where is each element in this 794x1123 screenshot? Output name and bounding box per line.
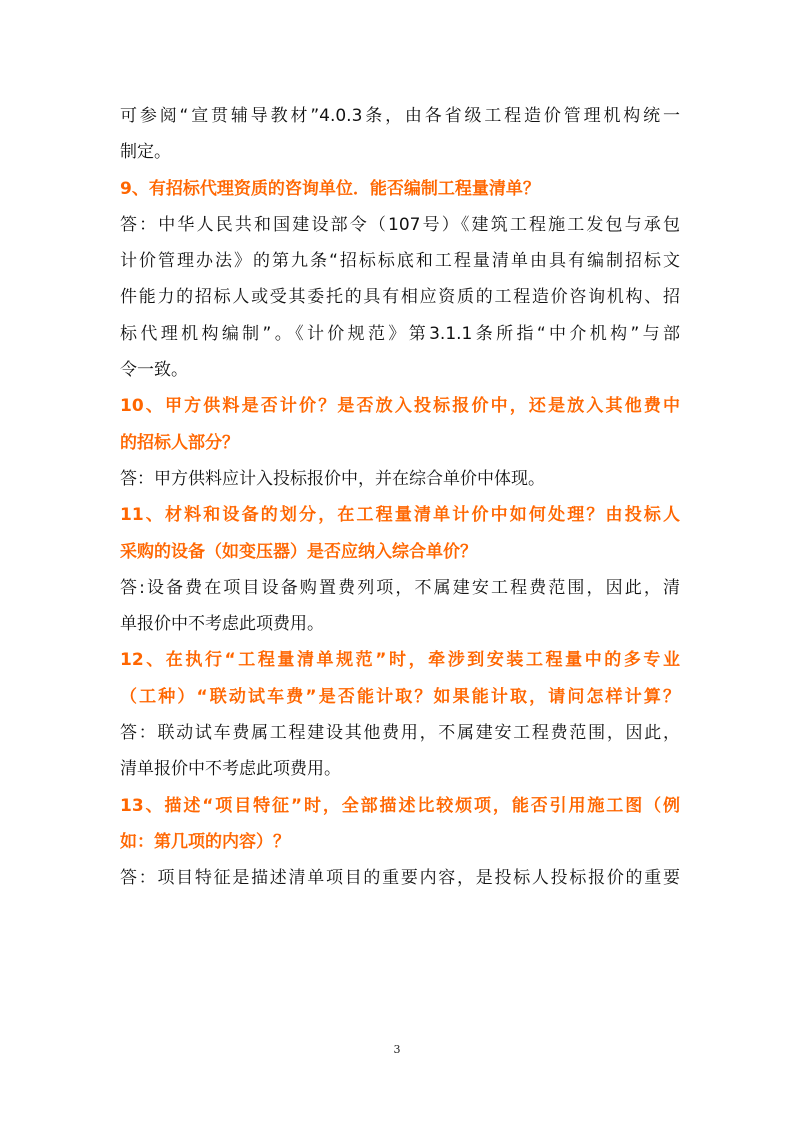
answer-line: 清单报价中不考虑此项费用。 bbox=[120, 759, 341, 780]
answer-line: 件能力的招标人或受其委托的具有相应资质的工程造价咨询机构、招 bbox=[120, 287, 680, 308]
page-body bbox=[120, 98, 680, 897]
answer-line: 答：中华人民共和国建设部令（107号）《建筑工程施工发包与承包 bbox=[120, 214, 680, 235]
question-line: 10、甲方供料是否计价？是否放入投标报价中，还是放入其他费中 bbox=[120, 396, 680, 417]
question-line: 13、描述“项目特征”时，全部描述比较烦项，能否引用施工图（例 bbox=[120, 795, 680, 816]
question-line: 采购的设备（如变压器）是否应纳入综合单价？ bbox=[120, 541, 477, 562]
page-number: 3 bbox=[393, 1043, 401, 1056]
question-line: 9、有招标代理资质的咨询单位．能否编制工程量清单？ bbox=[120, 178, 540, 199]
question-line: 12、在执行“工程量清单规范”时，牵涉到安装工程量中的多专业 bbox=[120, 650, 680, 671]
question-line: 的招标人部分？ bbox=[120, 432, 239, 453]
answer-line: 单报价中不考虑此项费用。 bbox=[120, 614, 324, 635]
answer-line: 计价管理办法》的第九条“招标标底和工程量清单由具有编制招标文 bbox=[120, 251, 680, 272]
answer-line: 答：项目特征是描述清单项目的重要内容，是投标人投标报价的重要 bbox=[120, 868, 680, 889]
question-line: 11、材料和设备的划分，在工程量清单计价中如何处理？由投标人 bbox=[120, 505, 680, 526]
answer-line: 答:设备费在项目设备购置费列项，不属建安工程费范围，因此，清 bbox=[120, 577, 680, 598]
answer-line: 答：联动试车费属工程建设其他费用，不属建安工程费范围，因此， bbox=[120, 723, 680, 744]
answer-line: 可参阅“宣贯辅导教材”4.0.3条，由各省级工程造价管理机构统一 bbox=[120, 106, 680, 126]
answer-line: 标代理机构编制”。《计价规范》第3.1.1条所指“中介机构”与部 bbox=[120, 323, 680, 344]
answer-line: 制定。 bbox=[120, 142, 171, 163]
question-line: 如：第几项的内容）？ bbox=[120, 831, 290, 852]
answer-line: 答：甲方供料应计入投标报价中，并在综合单价中体现。 bbox=[120, 468, 545, 489]
answer-line: 令一致。 bbox=[120, 360, 188, 381]
question-line: （工种）“联动试车费”是否能计取？如果能计取，请问怎样计算？ bbox=[120, 686, 680, 707]
